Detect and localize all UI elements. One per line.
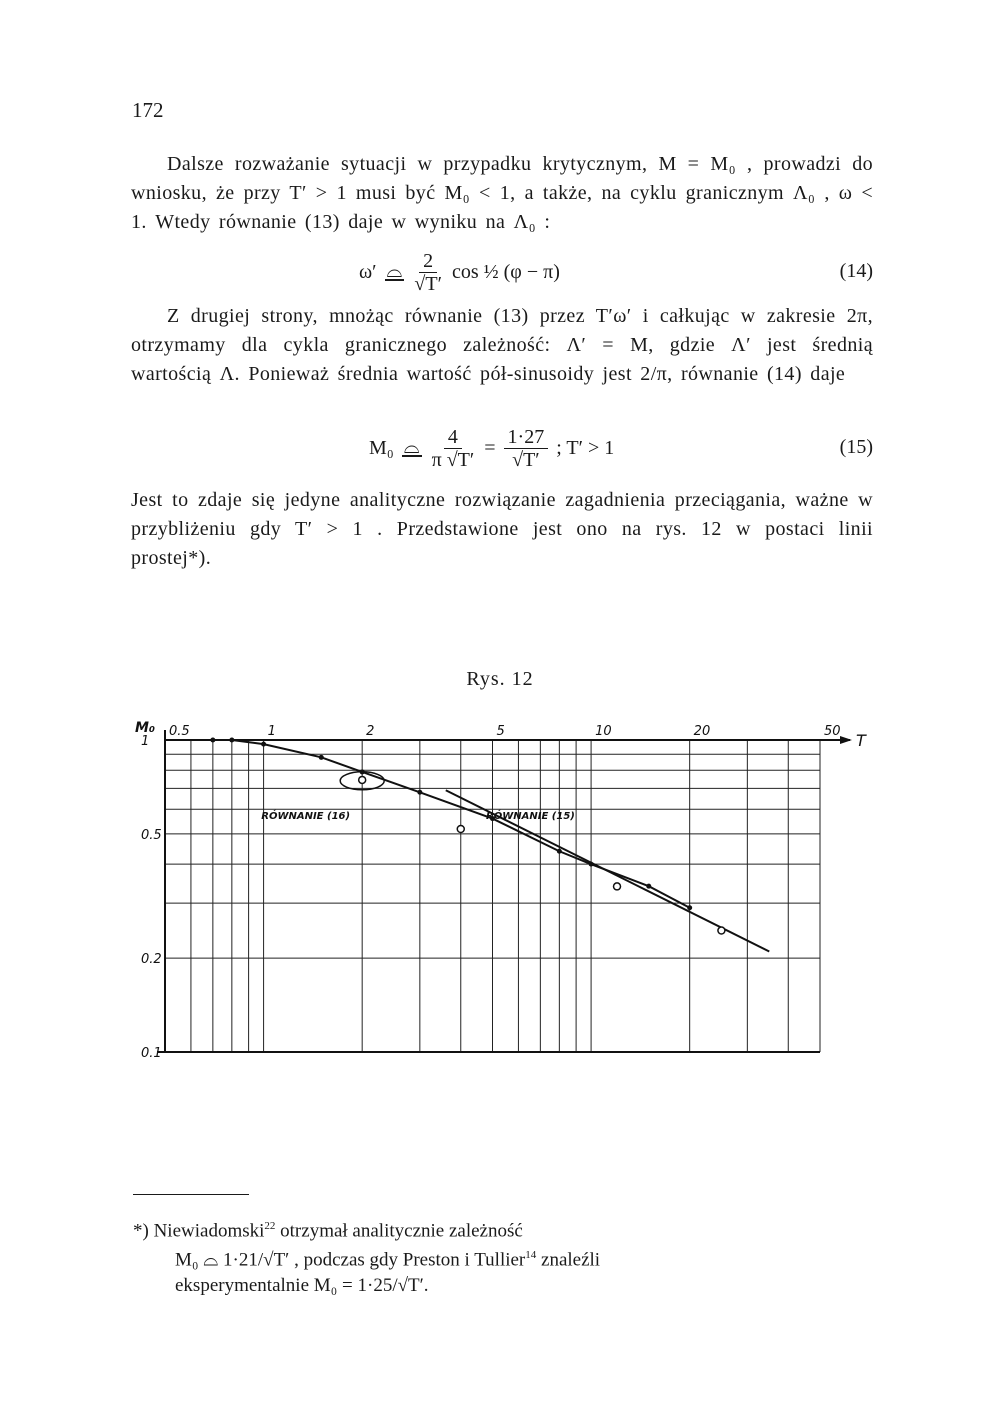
- eq15-denominator-1: π √T′: [431, 448, 475, 471]
- measured-point: [614, 883, 621, 890]
- measured-point: [457, 826, 464, 833]
- footnote-line-2-text: M₀ ⌓ 1·21/√T′ , podczas gdy Preston i Tullier: [175, 1249, 526, 1271]
- eq15-fraction-2: [504, 426, 549, 471]
- eq15-fraction-1: [430, 426, 477, 471]
- y-tick-label: 0.2: [141, 952, 162, 968]
- eq15-equals: =: [484, 436, 496, 459]
- eq14-lhs: ω′: [359, 260, 377, 283]
- series-equation-16-point: [261, 742, 266, 747]
- x-tick-label: 50: [824, 724, 841, 739]
- measured-point: [359, 776, 366, 783]
- paragraph-1: Dalsze rozważanie sytuacji w przypadku krytycznym, M = M₀ , prowadzi do wniosku, że przy T′ > 1 musi być M₀ < 1, a także, na cyklu granicznym Λ₀ , ω < 1. Wtedy równanie (13) daje w wyniku na Λ₀ :: [131, 153, 873, 233]
- x-tick-label: 5: [496, 724, 505, 739]
- eq15-numerator-1: 4: [444, 426, 462, 449]
- paragraph-3: Jest to zdaje się jedyne analityczne rozwiązanie zagadnienia przeciągania, ważne w przybliżeniu gdy T′ > 1 . Przedstawione jest ono na rys. 12 w postaci linii prostej*).: [131, 489, 873, 569]
- x-tick-label: 1: [267, 724, 276, 739]
- eq15-approx-symbol: ⌓: [403, 436, 420, 458]
- eq14-numerator: 2: [419, 250, 437, 273]
- annotation-rownanie-16: RÓWNANIE (16): [261, 810, 351, 822]
- footnote-ref-22: 22: [264, 1220, 276, 1232]
- equation-14: [131, 242, 873, 302]
- eq15-numerator-2: 1·27: [504, 426, 549, 449]
- eq15-number: (15): [839, 436, 873, 458]
- footnote-line-1-rest: otrzymał analitycznie zależność: [275, 1220, 523, 1242]
- series-equation-16-point: [210, 738, 215, 743]
- y-tick-label: 1: [141, 734, 150, 749]
- y-tick-label: 0.1: [141, 1046, 162, 1061]
- footnote-line-3: eksperymentalnie M₀ = 1·25/√T′.: [175, 1274, 429, 1296]
- footnote-line-2: [133, 1243, 873, 1272]
- paragraph-2: Z drugiej strony, mnożąc równanie (13) przez T′ω′ i całkując w zakresie 2π, otrzymamy dla cykla granicznego zależność: Λ′ = M, gdzie Λ′ jest średnią wartością Λ. Ponieważ średnia wartość pół-sinusoidy jest 2/π, równanie (14) daje: [131, 305, 873, 385]
- footnote: [133, 1214, 873, 1298]
- figure-caption: Rys. 12: [466, 668, 534, 690]
- x-axis-label: T: [856, 731, 866, 750]
- eq14-fraction: [412, 250, 444, 295]
- footnote-marker: *): [133, 1220, 149, 1242]
- series-equation-16-point: [417, 790, 422, 795]
- footnote-author: Niewiadomski: [153, 1220, 265, 1242]
- series-equation-16-point: [319, 755, 324, 760]
- annotation-rownanie-15: RÓWNANIE (15): [486, 810, 575, 822]
- eq15-condition: ; T′ > 1: [556, 436, 615, 459]
- x-axis-arrowhead: [840, 736, 852, 744]
- x-tick-label: 2: [366, 724, 375, 739]
- x-tick-label: 0.5: [169, 724, 190, 739]
- y-tick-label: 0.5: [141, 827, 162, 843]
- footnote-rule: [133, 1194, 249, 1195]
- series-equation-16-point: [646, 884, 651, 889]
- eq14-approx-symbol: ⌓: [386, 260, 403, 282]
- footnote-ref-14: 14: [525, 1249, 537, 1262]
- x-tick-label: 10: [595, 724, 612, 739]
- figure-12-chart: [0, 710, 1000, 1080]
- equation-15: [131, 418, 873, 478]
- series-equation-16-point: [687, 905, 692, 910]
- series-equation-16-point: [229, 738, 234, 743]
- footnote-line-2-rest: znaleźli: [536, 1249, 601, 1271]
- y-axis-label: M₀: [135, 720, 156, 736]
- footnote-line-1: [133, 1214, 873, 1243]
- series-equation-16-point: [557, 849, 562, 854]
- measured-point: [718, 927, 725, 934]
- page-number: 172: [132, 98, 164, 122]
- eq14-denominator: √T′: [414, 272, 442, 295]
- eq14-rhs: cos ½ (φ − π): [451, 260, 560, 283]
- eq15-lhs: M₀: [369, 436, 394, 459]
- eq14-number: (14): [839, 260, 873, 282]
- eq15-denominator-2: √T′: [512, 448, 540, 471]
- x-tick-label: 20: [693, 724, 711, 739]
